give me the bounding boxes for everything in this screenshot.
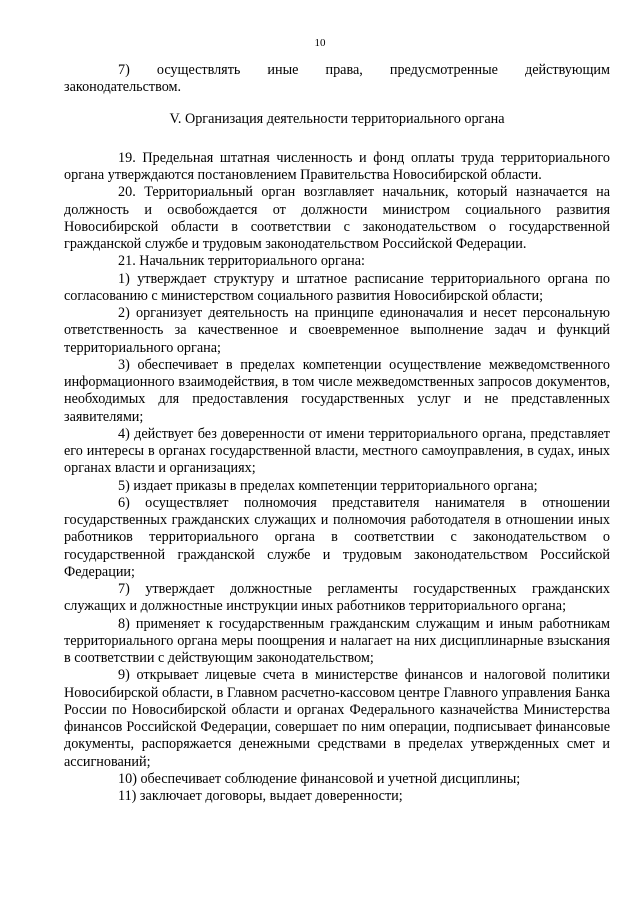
paragraph-21-item-3: 3) обеспечивает в пределах компетенции осуществление межведомственного информационного взаимодействия, в том числе межведомственных запросов документов, необходимых для предоставления государственных услуг и не представленных заявителями; [64, 356, 610, 425]
paragraph-20: 20. Территориальный орган возглавляет начальник, который назначается на должность и освобождается от должности министром социального развития Новосибирской области в соответствии с законодательством о государственной гражданской службе и трудовым законодательством Российской Федерации. [64, 184, 610, 252]
paragraph-21-item-6: 6) осуществляет полномочия представителя нанимателя в отношении государственных гражданских служащих и полномочия работодателя в отношении иных работников территориального органа в соответствии с законодательством о государственной гражданской службе и трудовым законодательством Российской Федерации; [64, 494, 610, 580]
paragraph-21-item-11: 11) заключает договоры, выдает доверенности; [118, 788, 403, 804]
paragraph-21-item-9: 9) открывает лицевые счета в министерстве финансов и налоговой политики Новосибирской области, в Главном расчетно-кассовом центре Главного управления Банка России по Новосибирской области и органах Федерального казначейства Министерства финансов Российской Федерации, совершает по ним операции, подписывает финансовые документы, распоряжается денежными средствами в пределах утвержденных смет и ассигнований; [64, 667, 610, 770]
paragraph-21-item-7: 7) утверждает должностные регламенты государственных гражданских служащих и должностные инструкции иных работников территориального органа; [64, 581, 610, 615]
paragraph-21: 21. Начальник территориального органа: [118, 253, 365, 270]
paragraph-21-item-4: 4) действует без доверенности от имени территориального органа, представляет его интересы в органах государственной власти, местного самоуправления, в судах, иных органах власти и организациях; [64, 425, 610, 477]
paragraph-19: 19. Предельная штатная численность и фонд оплаты труда территориального органа утверждаются постановлением Правительства Новосибирской области. [64, 149, 610, 183]
paragraph-item-7-rights: 7) осуществлять иные права, предусмотренные действующим законодательством. [64, 62, 610, 96]
section-heading: V. Организация деятельности территориального органа [169, 110, 505, 127]
page-number: 10 [314, 37, 326, 49]
paragraph-21-item-5: 5) издает приказы в пределах компетенции территориального органа; [118, 477, 538, 494]
paragraph-21-item-2: 2) организует деятельность на принципе единоначалия и несет персональную ответственность за качественное и своевременное выполнение задач и функций территориального органа; [64, 305, 610, 356]
paragraph-21-item-1: 1) утверждает структуру и штатное расписание территориального органа по согласованию с министерством социального развития Новосибирской области; [64, 270, 610, 304]
document-body [64, 62, 610, 805]
paragraph-21-item-10: 10) обеспечивает соблюдение финансовой и учетной дисциплины; [118, 770, 521, 787]
paragraph-21-item-8: 8) применяет к государственным гражданским служащим и иным работникам территориального органа меры поощрения и налагает на них дисциплинарные взыскания в соответствии с действующим законодательством; [64, 615, 610, 666]
